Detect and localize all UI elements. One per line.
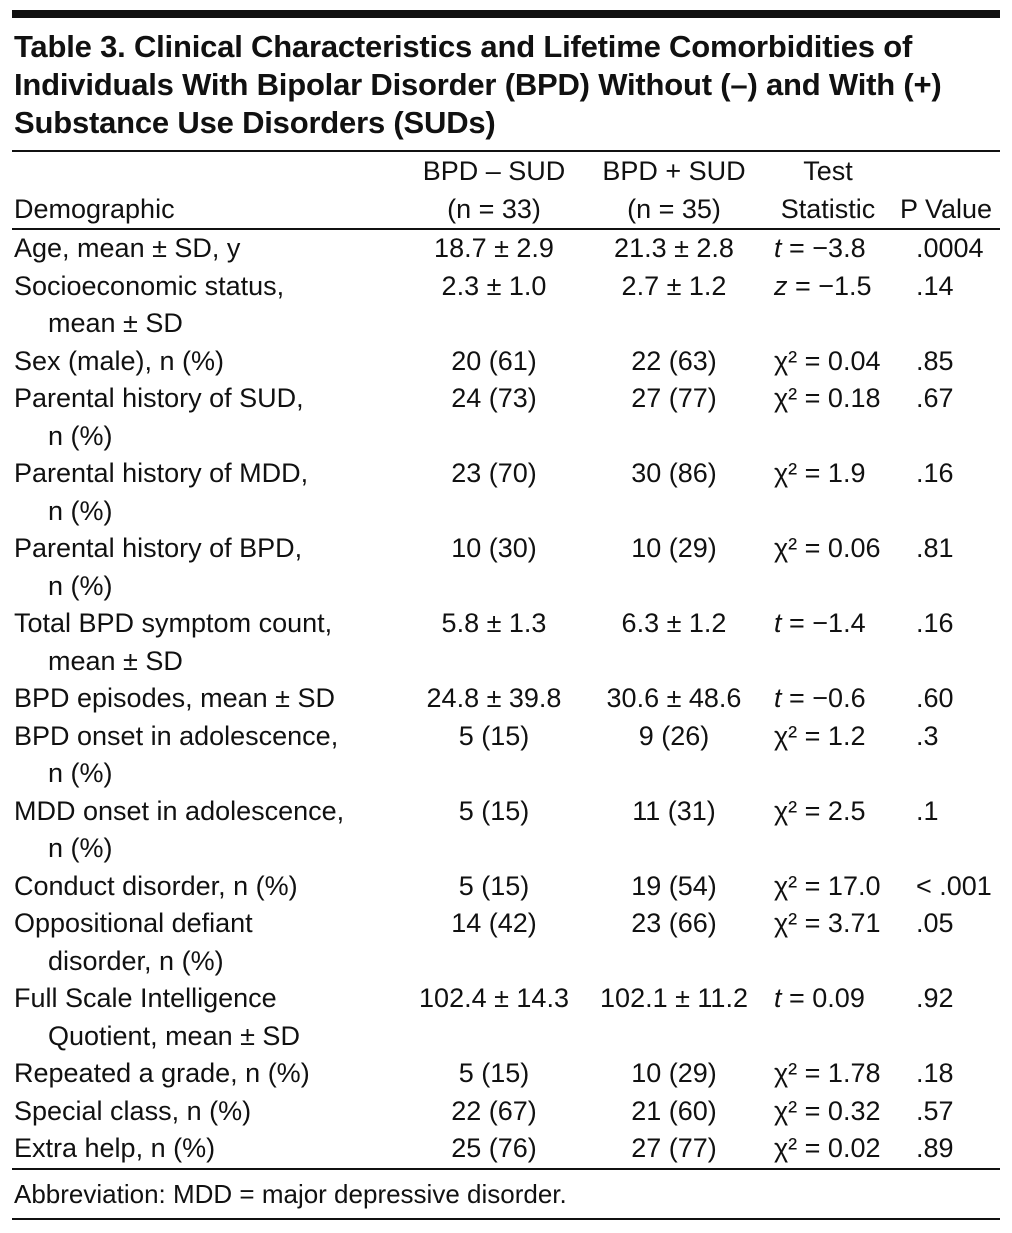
cell-test-statistic: t = −0.6 — [774, 683, 866, 713]
stat-symbol: z — [774, 270, 788, 301]
table-container — [12, 0, 1000, 1220]
row-label-text: BPD onset in adolescence, — [14, 720, 339, 751]
cell-test-statistic: χ² = 0.32 — [774, 1095, 881, 1126]
cell-bpd-minus-sud: 23 (70) — [451, 458, 537, 488]
table-body — [12, 229, 1000, 1168]
table-row — [12, 455, 1000, 530]
cell-p-value: .05 — [916, 908, 954, 938]
cell-bpd-minus-sud: 24.8 ± 39.8 — [426, 683, 562, 713]
cell-bpd-minus-sud: 5 (15) — [458, 795, 530, 826]
table-row — [12, 268, 1000, 343]
cell-bpd-plus-sud: 10 (29) — [631, 1058, 717, 1088]
cell-bpd-minus-sud: 5 (15) — [458, 720, 530, 751]
table-row — [12, 905, 1000, 980]
cell-test-statistic: χ² = 1.2 — [774, 720, 866, 751]
cell-p-value: .16 — [916, 458, 954, 488]
row-label — [12, 380, 404, 455]
footnote-rule — [12, 1218, 1000, 1220]
table-footnote: Abbreviation: MDD = major depressive disorder. — [14, 1178, 567, 1209]
stat-symbol: t — [774, 608, 782, 638]
table-row — [12, 1093, 1000, 1131]
row-label-text: Age, mean ± SD, y — [14, 233, 241, 263]
row-label-text: MDD onset in adolescence, — [14, 795, 345, 826]
row-label — [12, 229, 404, 268]
cell-test-statistic: z = −1.5 — [774, 270, 872, 301]
row-label — [12, 718, 404, 793]
cell-p-value: .85 — [916, 345, 954, 376]
cell-p-value: .14 — [916, 270, 954, 301]
cell-p-value: .16 — [916, 608, 954, 638]
cell-bpd-plus-sud: 11 (31) — [632, 795, 716, 826]
row-label-continuation: disorder, n (%) — [48, 945, 224, 976]
cell-p-value: .67 — [916, 383, 954, 413]
cell-test-statistic: t = −1.4 — [774, 608, 866, 638]
row-label-continuation: n (%) — [48, 420, 113, 451]
cell-p-value: .89 — [916, 1133, 954, 1163]
row-label-text: Repeated a grade, n (%) — [14, 1058, 310, 1088]
row-label-text: Parental history of SUD, — [14, 383, 304, 413]
cell-test-statistic: χ² = 0.18 — [774, 383, 881, 413]
cell-test-statistic: χ² = 0.02 — [774, 1133, 881, 1163]
row-label-continuation: n (%) — [48, 495, 113, 526]
cell-test-statistic: χ² = 0.06 — [774, 533, 881, 563]
cell-p-value: .60 — [916, 683, 954, 713]
row-label — [12, 868, 404, 906]
row-label-text: Parental history of BPD, — [14, 533, 303, 563]
cell-p-value: .57 — [916, 1095, 954, 1126]
row-label — [12, 980, 404, 1055]
table-row — [12, 343, 1000, 381]
table-row — [12, 530, 1000, 605]
cell-bpd-minus-sud: 20 (61) — [451, 345, 537, 376]
row-label-text: Parental history of MDD, — [14, 458, 309, 488]
row-label-text: Oppositional defiant — [14, 908, 253, 938]
cell-bpd-plus-sud: 102.1 ± 11.2 — [600, 983, 748, 1013]
stat-symbol: t — [774, 233, 782, 263]
table-row — [12, 229, 1000, 268]
cell-test-statistic: χ² = 3.71 — [774, 908, 881, 938]
cell-test-statistic: t = 0.09 — [774, 983, 865, 1013]
row-label — [12, 1055, 404, 1093]
row-label-text: BPD episodes, mean ± SD — [14, 683, 335, 713]
cell-test-statistic: χ² = 17.0 — [774, 870, 881, 901]
cell-test-statistic: χ² = 1.78 — [774, 1058, 881, 1088]
table-row — [12, 793, 1000, 868]
cell-p-value: .18 — [916, 1058, 954, 1088]
row-label-text: Conduct disorder, n (%) — [14, 870, 298, 901]
cell-bpd-plus-sud: 2.7 ± 1.2 — [621, 270, 727, 301]
cell-bpd-minus-sud: 18.7 ± 2.9 — [434, 233, 554, 263]
header-demographic: Demographic — [14, 194, 175, 224]
header-bpd-minus-sud: BPD – SUD (n = 33) — [422, 156, 566, 224]
cell-test-statistic: t = −3.8 — [774, 233, 866, 263]
row-label — [12, 680, 404, 718]
cell-bpd-plus-sud: 6.3 ± 1.2 — [621, 608, 727, 638]
header-test-statistic: Test Statistic — [780, 156, 876, 224]
row-label — [12, 268, 404, 343]
header-p-value: P Value — [899, 194, 993, 224]
cell-bpd-plus-sud: 30 (86) — [631, 458, 717, 488]
cell-p-value: .81 — [916, 533, 954, 563]
row-label — [12, 605, 404, 680]
row-label-text: Socioeconomic status, — [14, 270, 285, 301]
row-label-continuation: mean ± SD — [48, 308, 183, 338]
cell-bpd-minus-sud: 22 (67) — [451, 1095, 537, 1126]
top-rule — [12, 10, 1000, 18]
row-label-continuation: n (%) — [48, 570, 113, 601]
row-label — [12, 455, 404, 530]
cell-bpd-minus-sud: 102.4 ± 14.3 — [419, 983, 569, 1013]
row-label — [12, 1130, 404, 1168]
table-title: Table 3. Clinical Characteristics and Lifetime Comorbidities of Individuals With Bipolar Disorder (BPD) Without (–) and With (+) Substance Use Disorders (SUDs) — [14, 29, 942, 140]
cell-bpd-plus-sud: 22 (63) — [631, 345, 717, 376]
row-label-continuation: n (%) — [48, 758, 113, 788]
table-row — [12, 1055, 1000, 1093]
cell-bpd-plus-sud: 19 (54) — [631, 870, 717, 901]
cell-bpd-minus-sud: 25 (76) — [451, 1133, 537, 1163]
cell-bpd-plus-sud: 23 (66) — [631, 908, 717, 938]
stat-symbol: t — [774, 983, 782, 1013]
cell-test-statistic: χ² = 2.5 — [774, 795, 866, 826]
row-label — [12, 1093, 404, 1131]
header-bpd-plus-sud: BPD + SUD (n = 35) — [602, 156, 746, 224]
row-label-text: Sex (male), n (%) — [14, 345, 225, 376]
table-row — [12, 680, 1000, 718]
cell-bpd-minus-sud: 5 (15) — [458, 870, 530, 901]
row-label — [12, 343, 404, 381]
row-label-text: Special class, n (%) — [14, 1095, 252, 1126]
cell-bpd-plus-sud: 30.6 ± 48.6 — [606, 683, 742, 713]
cell-bpd-minus-sud: 10 (30) — [451, 533, 537, 563]
cell-bpd-minus-sud: 2.3 ± 1.0 — [441, 270, 547, 301]
table-row — [12, 380, 1000, 455]
data-table — [12, 152, 1000, 1168]
row-label-text: Extra help, n (%) — [14, 1133, 216, 1163]
cell-bpd-plus-sud: 10 (29) — [631, 533, 717, 563]
cell-p-value: .92 — [916, 983, 954, 1013]
row-label — [12, 530, 404, 605]
row-label-text: Total BPD symptom count, — [14, 608, 333, 638]
cell-bpd-minus-sud: 5 (15) — [458, 1058, 530, 1088]
cell-bpd-plus-sud: 9 (26) — [638, 720, 710, 751]
cell-p-value: .3 — [916, 720, 939, 751]
cell-bpd-minus-sud: 14 (42) — [451, 908, 537, 938]
cell-bpd-minus-sud: 24 (73) — [451, 383, 537, 413]
cell-bpd-plus-sud: 27 (77) — [631, 383, 717, 413]
table-row — [12, 605, 1000, 680]
row-label-continuation: n (%) — [48, 833, 113, 863]
cell-test-statistic: χ² = 0.04 — [774, 345, 881, 376]
row-label-continuation: Quotient, mean ± SD — [48, 1020, 300, 1051]
table-header — [12, 152, 1000, 229]
cell-p-value: .0004 — [916, 233, 984, 263]
row-label-continuation: mean ± SD — [48, 645, 183, 676]
row-label — [12, 905, 404, 980]
cell-bpd-plus-sud: 27 (77) — [631, 1133, 717, 1163]
row-label — [12, 793, 404, 868]
row-label-text: Full Scale Intelligence — [14, 983, 277, 1013]
table-row — [12, 980, 1000, 1055]
table-row — [12, 868, 1000, 906]
table-row — [12, 718, 1000, 793]
stat-symbol: t — [774, 683, 782, 713]
cell-bpd-plus-sud: 21 (60) — [631, 1095, 717, 1126]
cell-p-value: < .001 — [916, 870, 992, 901]
table-row — [12, 1130, 1000, 1168]
cell-p-value: .1 — [916, 795, 939, 826]
cell-bpd-minus-sud: 5.8 ± 1.3 — [441, 608, 547, 638]
cell-bpd-plus-sud: 21.3 ± 2.8 — [614, 233, 734, 263]
cell-test-statistic: χ² = 1.9 — [774, 458, 866, 488]
